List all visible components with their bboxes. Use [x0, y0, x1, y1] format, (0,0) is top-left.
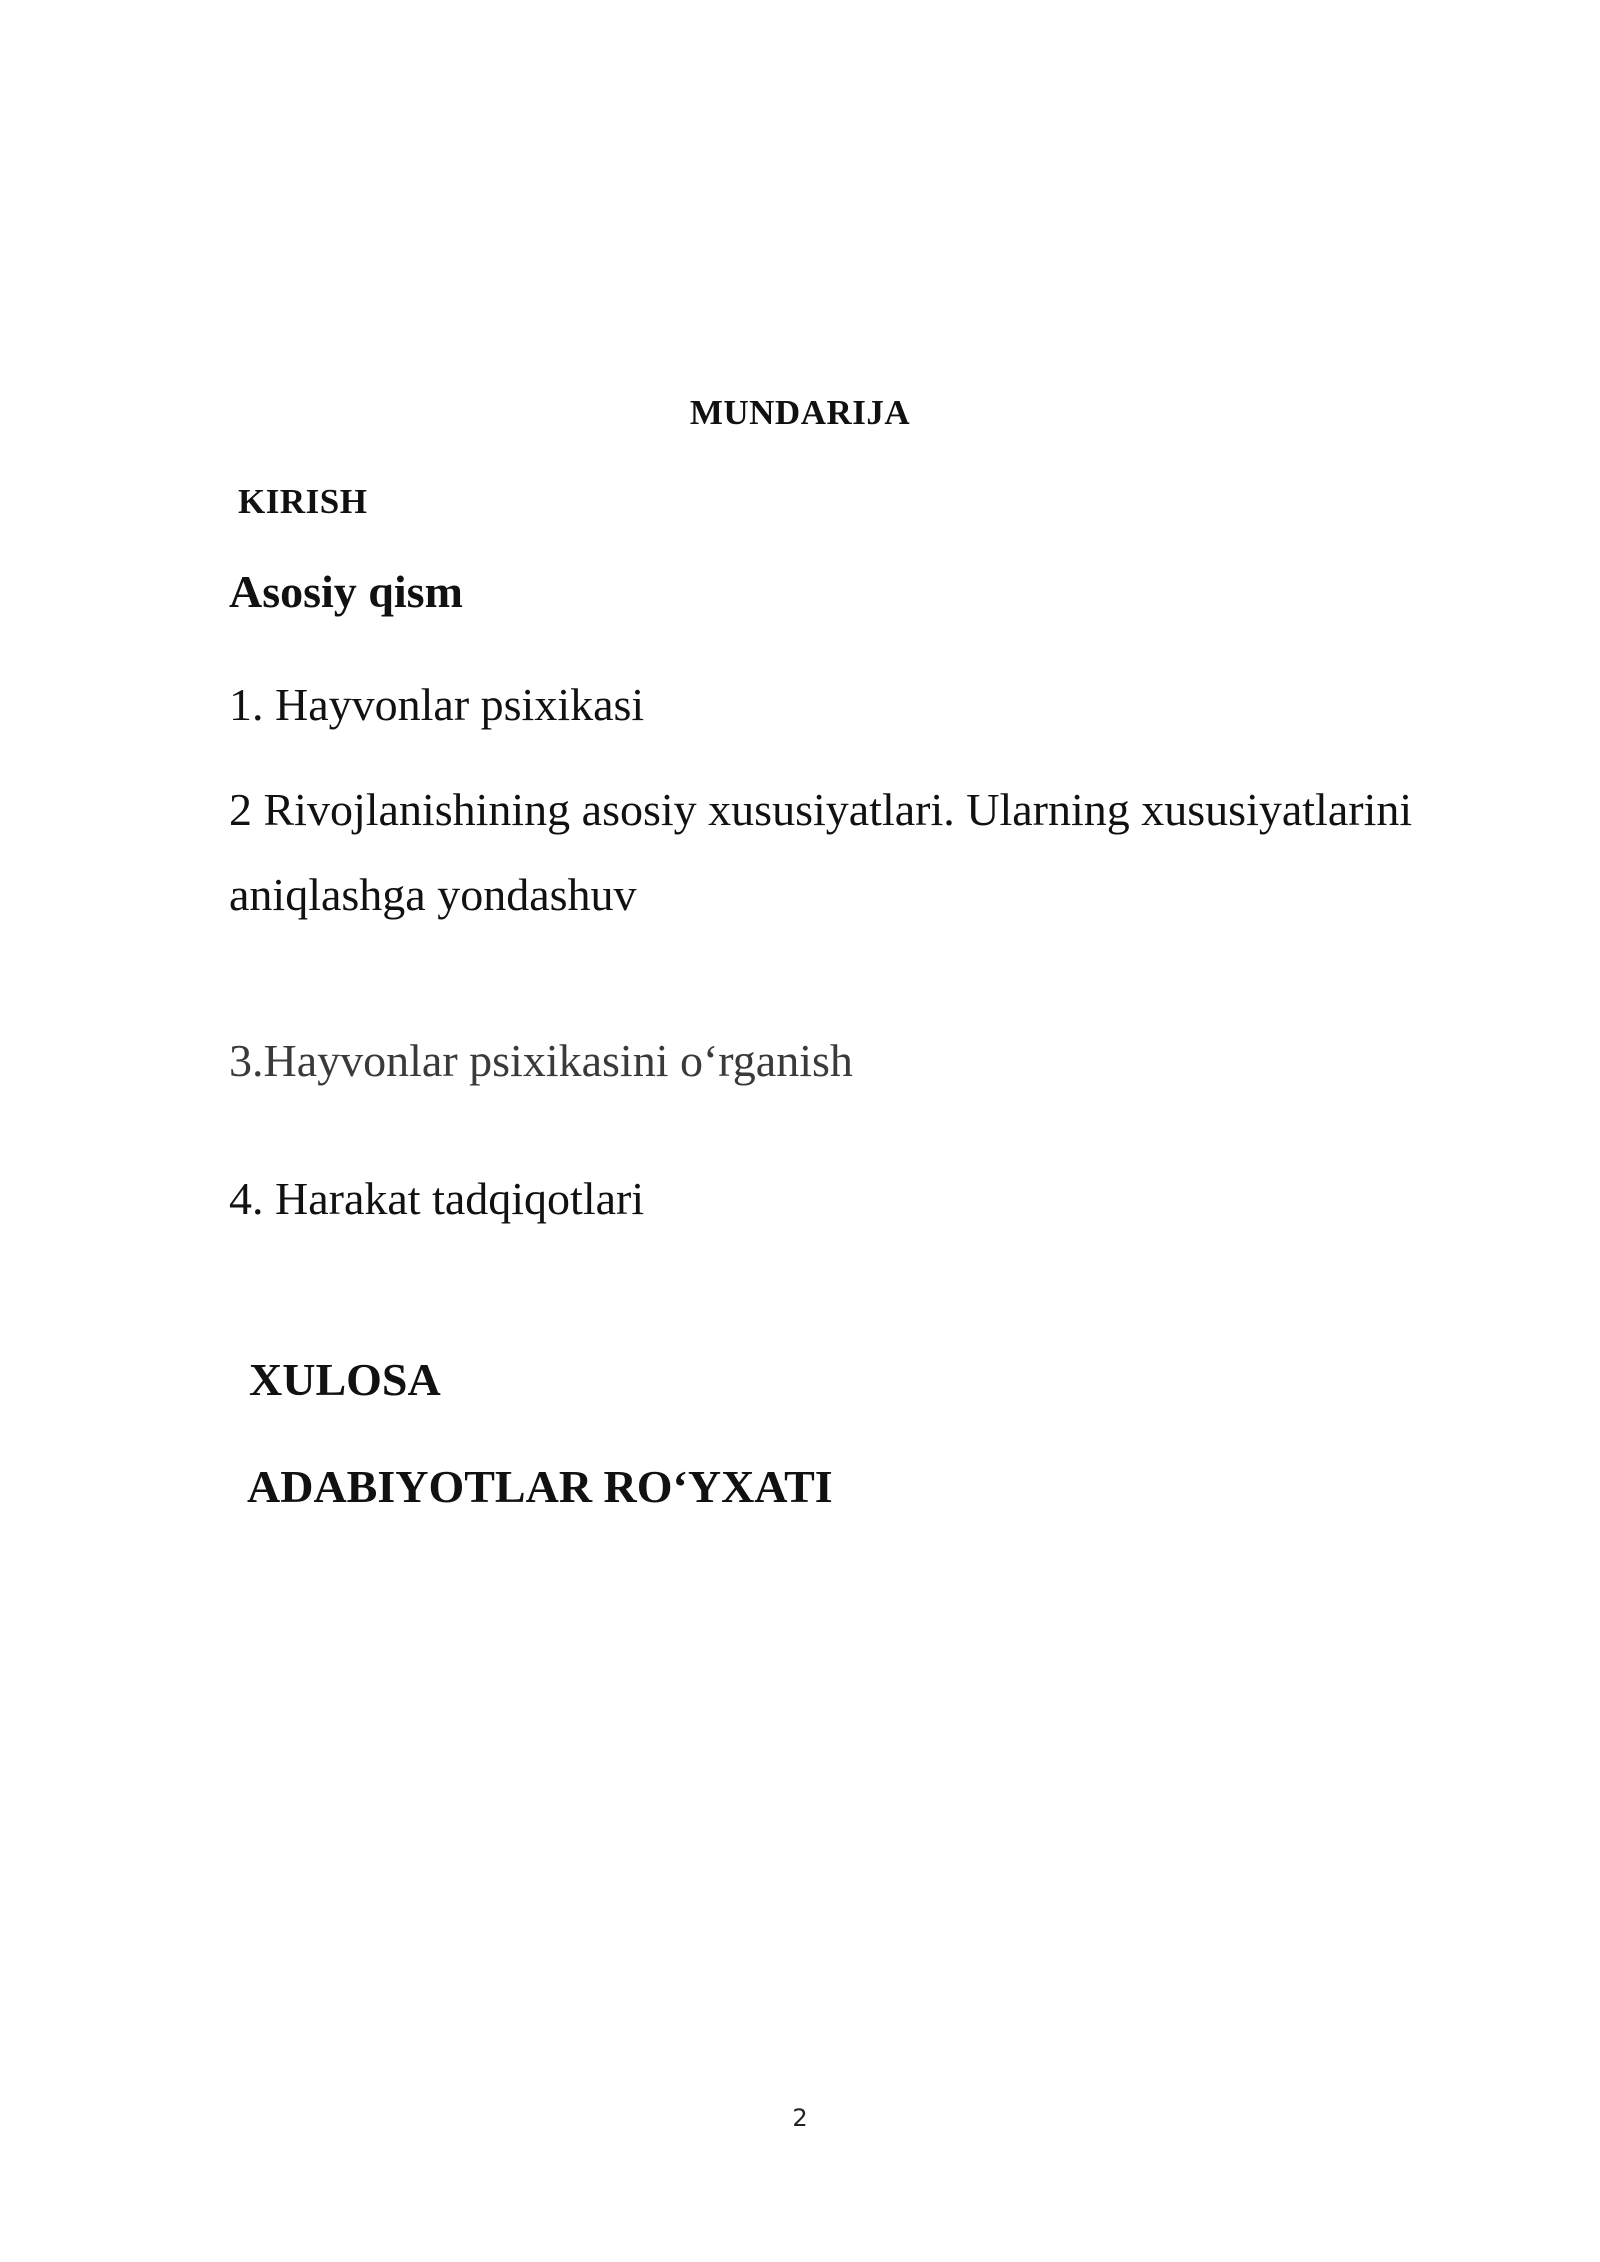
page-number: 2 [792, 2104, 808, 2132]
toc-entry-2: 2 Rivojlanishining asosiy xususiyatlari. Ularning xususiyatlarini [229, 784, 1413, 835]
toc-entry-references: ADABIYOTLAR RO‘YXATI [247, 1461, 833, 1512]
toc-entry-3: 3.Hayvonlar psixikasini o‘rganish [229, 1035, 853, 1086]
toc-entry-2-continuation: aniqlashga yondashuv [229, 869, 637, 920]
toc-entry-1: 1. Hayvonlar psixikasi [229, 679, 645, 730]
toc-entry-conclusion: XULOSA [249, 1354, 441, 1405]
toc-entry-introduction: KIRISH [238, 482, 368, 521]
toc-section-main-part: Asosiy qism [229, 566, 463, 617]
page-title: MUNDARIJA [689, 393, 911, 432]
toc-entry-4: 4. Harakat tadqiqotlari [229, 1173, 645, 1224]
